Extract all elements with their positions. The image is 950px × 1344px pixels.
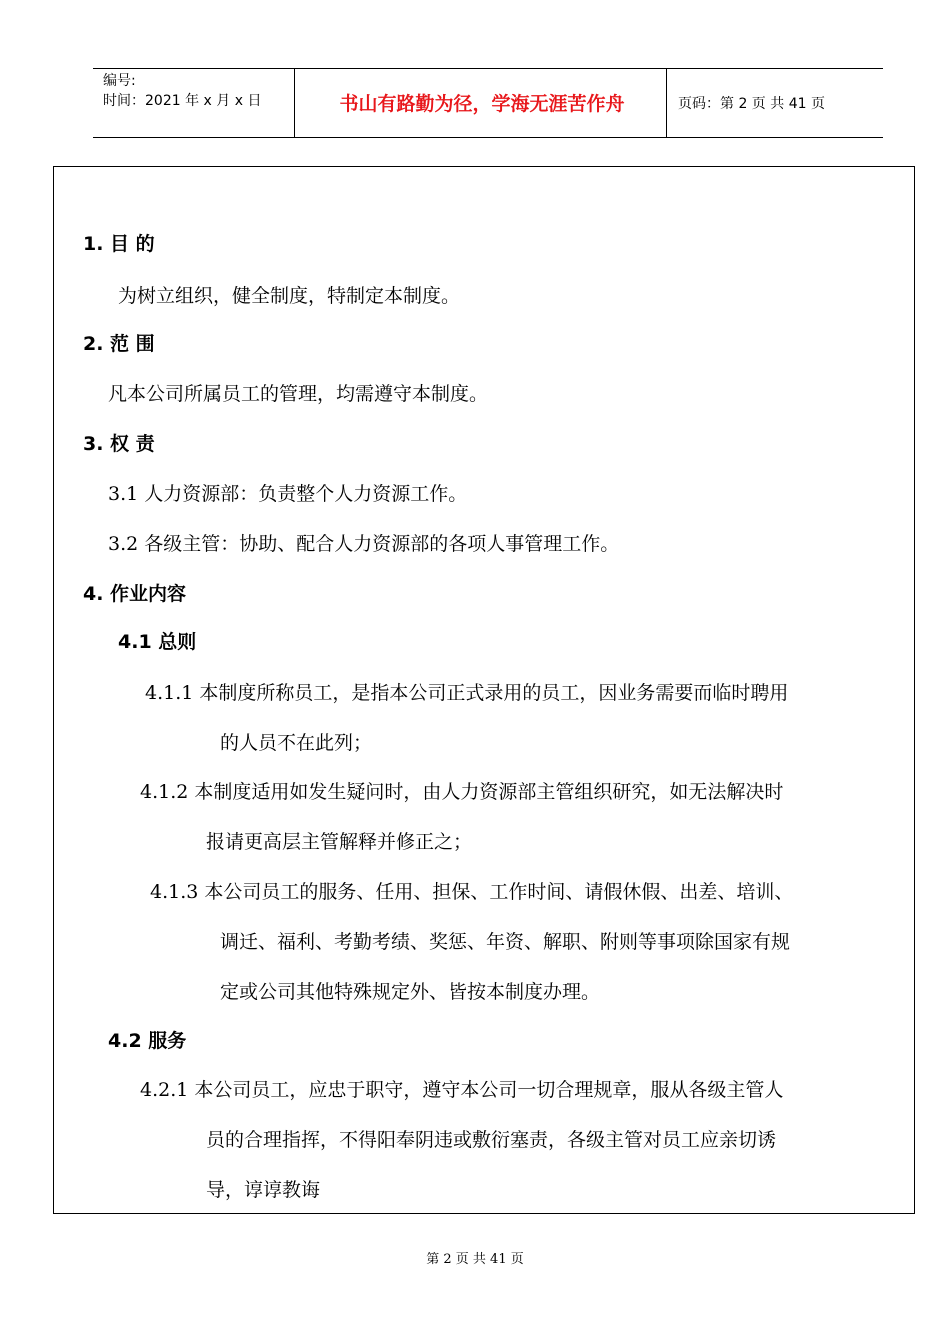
paragraph: 3.2 各级主管：协助、配合人力资源部的各项人事管理工作。 [108, 533, 620, 555]
paragraph-line: 4.2.1 本公司员工，应忠于职守，遵守本公司一切合理规章，服从各级主管人 [140, 1079, 784, 1101]
section-title: 1. 目 的 [83, 233, 155, 255]
section-title: 4. 作业内容 [83, 583, 187, 605]
paragraph: 3.1 人力资源部：负责整个人力资源工作。 [108, 483, 468, 505]
subsection-title: 4.1 总则 [118, 631, 197, 653]
paragraph-line: 4.1.1 本制度所称员工，是指本公司正式录用的员工，因业务需要而临时聘用 [145, 682, 789, 704]
paragraph-line: 调迁、福利、考勤考绩、奖惩、年资、解职、附则等事项除国家有规 [220, 931, 791, 953]
header-meta [103, 71, 261, 111]
page-footer: 第 2 页 共 41 页 [426, 1252, 524, 1267]
paragraph-line: 4.1.2 本制度适用如发生疑问时，由人力资源部主管组织研究，如无法解决时 [140, 781, 784, 803]
number-label: 编号: [103, 73, 136, 89]
section-title: 2. 范 围 [83, 333, 155, 355]
paragraph-line: 员的合理指挥，不得阳奉阴违或敷衍塞责，各级主管对员工应亲切诱 [206, 1129, 777, 1151]
document-header [93, 68, 883, 138]
header-divider [294, 69, 295, 137]
paragraph-line: 定或公司其他特殊规定外、皆按本制度办理。 [220, 981, 601, 1003]
paragraph-line: 导，谆谆教诲 [206, 1179, 321, 1201]
paragraph: 凡本公司所属员工的管理，均需遵守本制度。 [108, 383, 489, 405]
paragraph-line: 4.1.3 本公司员工的服务、任用、担保、工作时间、请假休假、出差、培训、 [150, 881, 794, 903]
page-info: 页码：第 2 页 共 41 页 [678, 96, 825, 112]
paragraph-line: 的人员不在此列； [220, 732, 373, 754]
header-motto: 书山有路勤为径，学海无涯苦作舟 [339, 93, 625, 115]
date-line: 时间：2021 年 x 月 x 日 [103, 93, 262, 109]
paragraph-line: 报请更高层主管解释并修正之； [206, 831, 473, 853]
section-title: 3. 权 责 [83, 433, 155, 455]
subsection-title: 4.2 服务 [108, 1030, 187, 1052]
paragraph: 为树立组织，健全制度，特制定本制度。 [118, 285, 461, 307]
